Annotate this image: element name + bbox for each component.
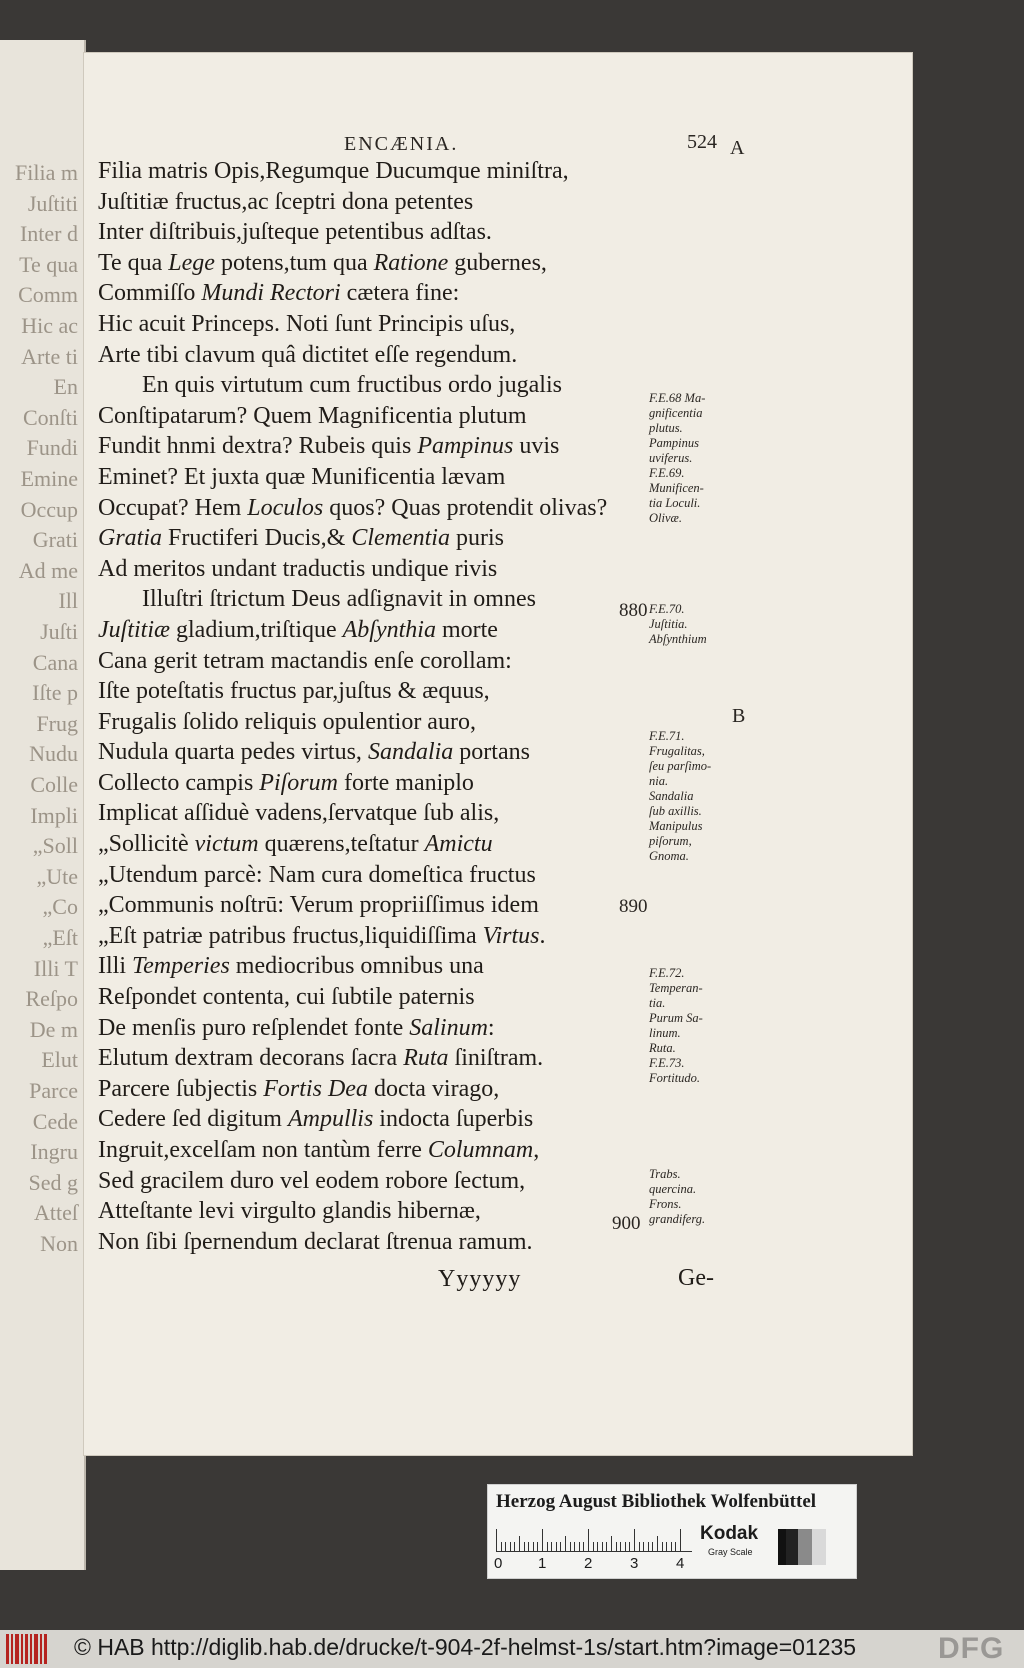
italic-word: Ampullis bbox=[287, 1106, 374, 1133]
verse-text-run: morte bbox=[435, 616, 498, 643]
italic-word: Abſynthia bbox=[342, 616, 436, 643]
barcode-bar bbox=[25, 1634, 28, 1664]
ruler-tick bbox=[579, 1542, 580, 1551]
ruler-tick bbox=[602, 1542, 603, 1551]
italic-word: Lege bbox=[168, 249, 215, 276]
facing-page-text: Illi T bbox=[33, 955, 78, 981]
verse-text-run: ſiniſtram. bbox=[448, 1045, 544, 1072]
facing-page-text: Ill bbox=[58, 588, 78, 614]
verse-text-run: gladium,triſtique bbox=[170, 616, 343, 643]
verse-text-run: , bbox=[533, 1137, 540, 1163]
verse-line bbox=[98, 309, 607, 340]
verse-line bbox=[98, 615, 607, 646]
ruler-tick bbox=[634, 1529, 635, 1551]
italic-word: Piſorum bbox=[259, 769, 338, 796]
facing-page-text: Iſte p bbox=[32, 680, 78, 706]
verse-line bbox=[98, 187, 607, 218]
verse-line bbox=[98, 401, 607, 432]
gray-patch bbox=[812, 1529, 826, 1565]
italic-word: Loculos bbox=[247, 494, 324, 521]
facing-page-text: Conſti bbox=[22, 404, 78, 430]
verse-text-run: Occupat? Hem bbox=[98, 494, 248, 521]
section-marker-a: A bbox=[730, 137, 745, 159]
verse-text-run: Inter diſtribuis,juſteque petentibus adſtas. bbox=[98, 219, 492, 246]
verse-text-run: cætera fine: bbox=[340, 280, 460, 307]
facing-page-text: En bbox=[53, 374, 78, 400]
verse-line bbox=[98, 1166, 607, 1197]
facing-page-text: „Soll bbox=[32, 833, 78, 859]
verse-line bbox=[98, 1227, 607, 1258]
line-number: 890 bbox=[619, 896, 648, 917]
verse-text-run: Fructiferi Ducis,& bbox=[162, 525, 352, 552]
facing-page-text: Nudu bbox=[29, 741, 78, 767]
ruler-tick bbox=[611, 1536, 612, 1551]
italic-word: Sandalia bbox=[367, 739, 454, 766]
ruler-tick bbox=[662, 1542, 663, 1551]
facing-page-text: Atteſ bbox=[34, 1200, 78, 1226]
ruler-label: 2 bbox=[584, 1555, 593, 1572]
barcode-icon bbox=[6, 1634, 48, 1664]
ruler-tick bbox=[519, 1536, 520, 1551]
catchword: Ge- bbox=[678, 1265, 714, 1291]
verse-text-run: Cana gerit tetram mactandis enſe corollam: bbox=[98, 647, 512, 674]
facing-page-text: Sed g bbox=[28, 1169, 78, 1195]
line-number: 880 bbox=[619, 600, 648, 621]
verse-line bbox=[98, 860, 607, 891]
verse-line bbox=[98, 982, 607, 1013]
italic-word: victum bbox=[194, 831, 259, 858]
verse-text-run: Eminet? Et juxta quæ Munificentia lævam bbox=[98, 463, 506, 490]
barcode-bar bbox=[6, 1634, 9, 1664]
verse-text-run: Nudula quarta pedes virtus, bbox=[98, 739, 368, 766]
book-page bbox=[84, 53, 912, 1455]
verse-line bbox=[98, 523, 607, 554]
verse-text-run: gubernes, bbox=[448, 249, 547, 276]
verse-text-run: „Eſt patriæ patribus fructus,liquidiſſima bbox=[98, 922, 483, 949]
line-number: 900 bbox=[612, 1213, 641, 1234]
italic-word: Ratione bbox=[373, 249, 449, 276]
verse-text-run: Sed gracilem duro vel eodem robore ſectum, bbox=[98, 1167, 526, 1194]
ruler-tick bbox=[510, 1542, 511, 1551]
verse-text-run: indocta ſuperbis bbox=[373, 1106, 534, 1133]
facing-page-text: Te qua bbox=[19, 251, 78, 277]
verse-text-run: forte maniplo bbox=[337, 769, 474, 796]
verse-text-run: „Communis noſtrū: Verum propriiſſimus idem bbox=[98, 892, 539, 919]
verse-line bbox=[98, 554, 607, 585]
facing-page-text: Emine bbox=[20, 466, 78, 491]
margin-note: F.E.70. Juſtitia. Abſynthium bbox=[649, 602, 707, 646]
facing-page-text: Comm bbox=[18, 282, 78, 308]
barcode-bar bbox=[40, 1634, 42, 1664]
ruler-tick bbox=[514, 1542, 515, 1551]
verse-line bbox=[98, 890, 607, 921]
verse-text-run: Implicat aſſiduè vadens,ſervatque ſub alis, bbox=[98, 800, 500, 827]
facing-page-text: Grati bbox=[32, 527, 78, 553]
ruler-label: 0 bbox=[494, 1555, 503, 1572]
verse-line bbox=[98, 829, 607, 860]
barcode-bar bbox=[34, 1634, 38, 1664]
italic-word: Gratia bbox=[98, 525, 163, 552]
verse-line bbox=[98, 1043, 607, 1074]
verse-text-run: quos? Quas protendit olivas? bbox=[323, 494, 608, 521]
ruler-tick bbox=[625, 1542, 626, 1551]
verse-text-run: Te qua bbox=[98, 249, 169, 276]
ruler-label: 1 bbox=[538, 1555, 547, 1572]
italic-word: Pampinus bbox=[417, 433, 514, 460]
verse-text-run: Parcere ſubjectis bbox=[98, 1075, 264, 1102]
footer-url[interactable]: © HAB http://diglib.hab.de/drucke/t-904-2f-helmst-1s/start.htm?image=01235 bbox=[74, 1634, 857, 1660]
verse-line bbox=[98, 462, 607, 493]
facing-page-text: Reſpo bbox=[25, 986, 78, 1012]
verse-text-run: Ad meritos undant traductis undique rivis bbox=[98, 555, 498, 582]
verse-text-run: : bbox=[487, 1014, 495, 1041]
barcode-bar bbox=[15, 1634, 19, 1664]
verse-line bbox=[98, 1013, 607, 1044]
verse-line bbox=[98, 646, 607, 677]
facing-page-text: Occup bbox=[20, 496, 78, 522]
verse-text-run: Elutum dextram decorans ſacra bbox=[98, 1045, 404, 1072]
ruler-tick bbox=[671, 1542, 672, 1551]
signature-mark: Yyyyyy bbox=[438, 1266, 522, 1292]
verse-text-run: Frugalis ſolido reliquis opulentior auro, bbox=[98, 708, 476, 735]
ruler-label: 3 bbox=[630, 1555, 639, 1572]
verse-text bbox=[98, 156, 607, 1257]
ruler-tick bbox=[652, 1542, 653, 1551]
verse-text-run: puris bbox=[449, 525, 504, 552]
facing-page-text: Juſtiti bbox=[27, 190, 78, 216]
ruler-tick bbox=[629, 1542, 630, 1551]
ruler-tick bbox=[533, 1542, 534, 1551]
barcode-bar bbox=[30, 1634, 32, 1664]
verse-line bbox=[98, 951, 607, 982]
facing-page-text: Elut bbox=[41, 1047, 78, 1073]
verse-text-run: En quis virtutum cum fructibus ordo jugalis bbox=[142, 372, 562, 399]
verse-line bbox=[98, 493, 607, 524]
facing-page-text: Filia m bbox=[15, 160, 78, 185]
verse-text-run: . bbox=[539, 922, 546, 949]
gray-patch bbox=[798, 1529, 812, 1565]
verse-text-run: Illi bbox=[98, 953, 132, 980]
verse-text-run: Commiſſo bbox=[98, 280, 202, 307]
barcode-bar bbox=[21, 1634, 23, 1664]
facing-page-text: Arte ti bbox=[21, 343, 78, 369]
verse-line bbox=[98, 676, 607, 707]
verse-text-run: docta virago, bbox=[367, 1075, 500, 1102]
verse-text-run: „Utendum parcè: Nam cura domeſtica fructus bbox=[98, 861, 536, 888]
ruler-tick bbox=[620, 1542, 621, 1551]
facing-page-text: Parce bbox=[29, 1078, 78, 1103]
verse-text-run: uvis bbox=[513, 433, 560, 460]
italic-word: Temperies bbox=[132, 953, 230, 980]
verse-line bbox=[98, 798, 607, 829]
verse-text-run: quærens,teſtatur bbox=[258, 831, 425, 858]
verse-line bbox=[98, 921, 607, 952]
verse-text-run: Juſtitiæ fructus,ac ſceptri dona petentes bbox=[98, 188, 474, 215]
margin-note: F.E.72. Temperan- tia. Purum Sa- linum. Ruta. F.E.73. Fortitudo. bbox=[649, 966, 703, 1085]
barcode-bar bbox=[11, 1634, 13, 1664]
ruler-tick bbox=[524, 1542, 525, 1551]
verse-line bbox=[98, 278, 607, 309]
ruler-tick bbox=[537, 1542, 538, 1551]
gray-patch bbox=[778, 1529, 786, 1565]
verse-text-run: Illuſtri ſtrictum Deus adſignavit in omnes bbox=[142, 586, 536, 613]
ruler-tick bbox=[560, 1542, 561, 1551]
dfg-logo: DFG bbox=[938, 1632, 1005, 1665]
facing-page-text: De m bbox=[29, 1016, 78, 1042]
ruler-tick bbox=[643, 1542, 644, 1551]
ruler-tick bbox=[556, 1542, 557, 1551]
ruler-tick bbox=[496, 1529, 497, 1551]
ruler-tick bbox=[547, 1542, 548, 1551]
ruler-tick bbox=[542, 1529, 543, 1551]
ruler-tick bbox=[680, 1529, 681, 1551]
ruler-tick bbox=[501, 1542, 502, 1551]
facing-page-text: „Ute bbox=[36, 863, 78, 889]
italic-word: Mundi Rectori bbox=[201, 280, 341, 307]
margin-note: F.E.68 Ma- gnificentia plutus. Pampinus uviferus. F.E.69. Munificen- tia Loculi. Olivæ. bbox=[649, 391, 706, 525]
verse-text-run: „Sollicitè bbox=[98, 831, 195, 858]
verse-line bbox=[98, 217, 607, 248]
italic-word: Clementia bbox=[351, 525, 450, 552]
facing-page-text: Ad me bbox=[18, 557, 78, 583]
left-facing-page bbox=[0, 40, 86, 1570]
ruler-tick bbox=[648, 1542, 649, 1551]
verse-text-run: Cedere ſed digitum bbox=[98, 1106, 288, 1133]
verse-text-run: Filia matris Opis,Regumque Ducumque miniſtra, bbox=[98, 158, 569, 184]
kodak-brand: Kodak bbox=[700, 1523, 759, 1544]
ruler-tick bbox=[657, 1536, 658, 1551]
facing-page-text: Frug bbox=[36, 710, 78, 736]
gray-patch bbox=[786, 1529, 798, 1565]
verse-line bbox=[98, 768, 607, 799]
verse-line bbox=[98, 1104, 607, 1135]
facing-page-text: Cana bbox=[32, 649, 78, 675]
verse-line bbox=[98, 1196, 607, 1227]
verse-line bbox=[98, 340, 607, 371]
italic-word: Ruta bbox=[403, 1045, 449, 1072]
facing-page-text: Hic ac bbox=[21, 313, 78, 338]
ruler-tick bbox=[551, 1542, 552, 1551]
ruler-tick bbox=[583, 1542, 584, 1551]
facing-page-text: Ingru bbox=[30, 1139, 78, 1165]
verse-text-run: Collecto campis bbox=[98, 769, 260, 796]
italic-word: Columnam bbox=[427, 1137, 534, 1163]
verse-text-run: Hic acuit Princeps. Noti ſunt Principis uſus, bbox=[98, 310, 516, 337]
facing-page-text: Non bbox=[40, 1231, 78, 1256]
facing-page-text: „Co bbox=[42, 894, 78, 920]
verse-text-run: mediocribus omnibus una bbox=[229, 953, 484, 980]
ruler-tick bbox=[616, 1542, 617, 1551]
italic-word: Fortis Dea bbox=[263, 1075, 368, 1102]
verse-line bbox=[98, 707, 607, 738]
italic-word: Juſtitiæ bbox=[98, 616, 170, 643]
kodak-subtitle: Gray Scale bbox=[708, 1547, 753, 1557]
facing-page-text: Colle bbox=[30, 772, 78, 797]
margin-note: Trabs. quercina. Frons. grandiferg. bbox=[649, 1167, 706, 1226]
verse-text-run: Reſpondet contenta, cui ſubtile paternis bbox=[98, 984, 475, 1011]
verse-line bbox=[98, 1135, 607, 1166]
margin-note: F.E.71. Frugalitas, ſeu parſimo- nia. Sandalia ſub axillis. Manipulus piſorum, Gnoma. bbox=[649, 729, 712, 863]
ruler-tick bbox=[606, 1542, 607, 1551]
verse-text-run: Ingruit,excelſam non tantùm ferre bbox=[98, 1137, 428, 1163]
verse-line bbox=[98, 370, 607, 401]
card-title: Herzog August Bibliothek Wolfenbüttel bbox=[496, 1491, 817, 1512]
verse-text-run: Non ſibi ſpernendum declarat ſtrenua ramum. bbox=[98, 1228, 533, 1255]
verse-text-run: De menſis puro reſplendet fonte bbox=[98, 1014, 410, 1041]
verse-line bbox=[98, 584, 607, 615]
verse-text-run: Iſte poteſtatis fructus par,juſtus & æquus, bbox=[98, 678, 490, 705]
ruler-tick bbox=[597, 1542, 598, 1551]
verse-line bbox=[98, 156, 607, 187]
barcode-bar bbox=[44, 1634, 47, 1664]
verse-line bbox=[98, 1074, 607, 1105]
ruler-tick bbox=[593, 1542, 594, 1551]
ruler-tick bbox=[675, 1542, 676, 1551]
facing-page-text: „Eſt bbox=[42, 925, 78, 950]
facing-page-text: Juſti bbox=[40, 619, 78, 644]
ruler-tick bbox=[574, 1542, 575, 1551]
facing-page-text: Inter d bbox=[19, 221, 78, 247]
ruler-tick bbox=[565, 1536, 566, 1551]
facing-page-text: Impli bbox=[30, 802, 78, 828]
verse-line bbox=[98, 248, 607, 279]
facing-page-text: Fundi bbox=[26, 435, 78, 461]
italic-word: Salinum bbox=[409, 1014, 488, 1041]
ruler-tick bbox=[588, 1529, 589, 1551]
ruler-scale bbox=[496, 1525, 692, 1552]
verse-text-run: Fundit hnmi dextra? Rubeis quis bbox=[98, 433, 418, 460]
ruler-tick bbox=[505, 1542, 506, 1551]
verse-text-run: Arte tibi clavum quâ dictitet eſſe regendum. bbox=[98, 341, 518, 368]
footer-bar bbox=[0, 1630, 1024, 1668]
italic-word: Amictu bbox=[424, 831, 493, 858]
verse-text-run: portans bbox=[453, 739, 530, 766]
calibration-card bbox=[487, 1484, 857, 1579]
ruler-label: 4 bbox=[676, 1555, 685, 1572]
ruler-tick bbox=[639, 1542, 640, 1551]
italic-word: Virtus bbox=[482, 922, 540, 949]
page-number: 524 bbox=[687, 131, 717, 153]
section-marker-b: B bbox=[732, 705, 746, 727]
facing-page-text: Cede bbox=[32, 1108, 78, 1134]
verse-text-run: Conſtipatarum? Quem Magnificentia plutum bbox=[98, 402, 527, 429]
verse-line bbox=[98, 737, 607, 768]
ruler-tick bbox=[666, 1542, 667, 1551]
verse-text-run: potens,tum qua bbox=[214, 249, 374, 276]
ruler-tick bbox=[528, 1542, 529, 1551]
ruler-tick bbox=[570, 1542, 571, 1551]
verse-text-run: Atteſtante levi virgulto glandis hibernæ, bbox=[98, 1198, 481, 1225]
running-header: ENCÆNIA. bbox=[344, 133, 459, 155]
verse-line bbox=[98, 431, 607, 462]
